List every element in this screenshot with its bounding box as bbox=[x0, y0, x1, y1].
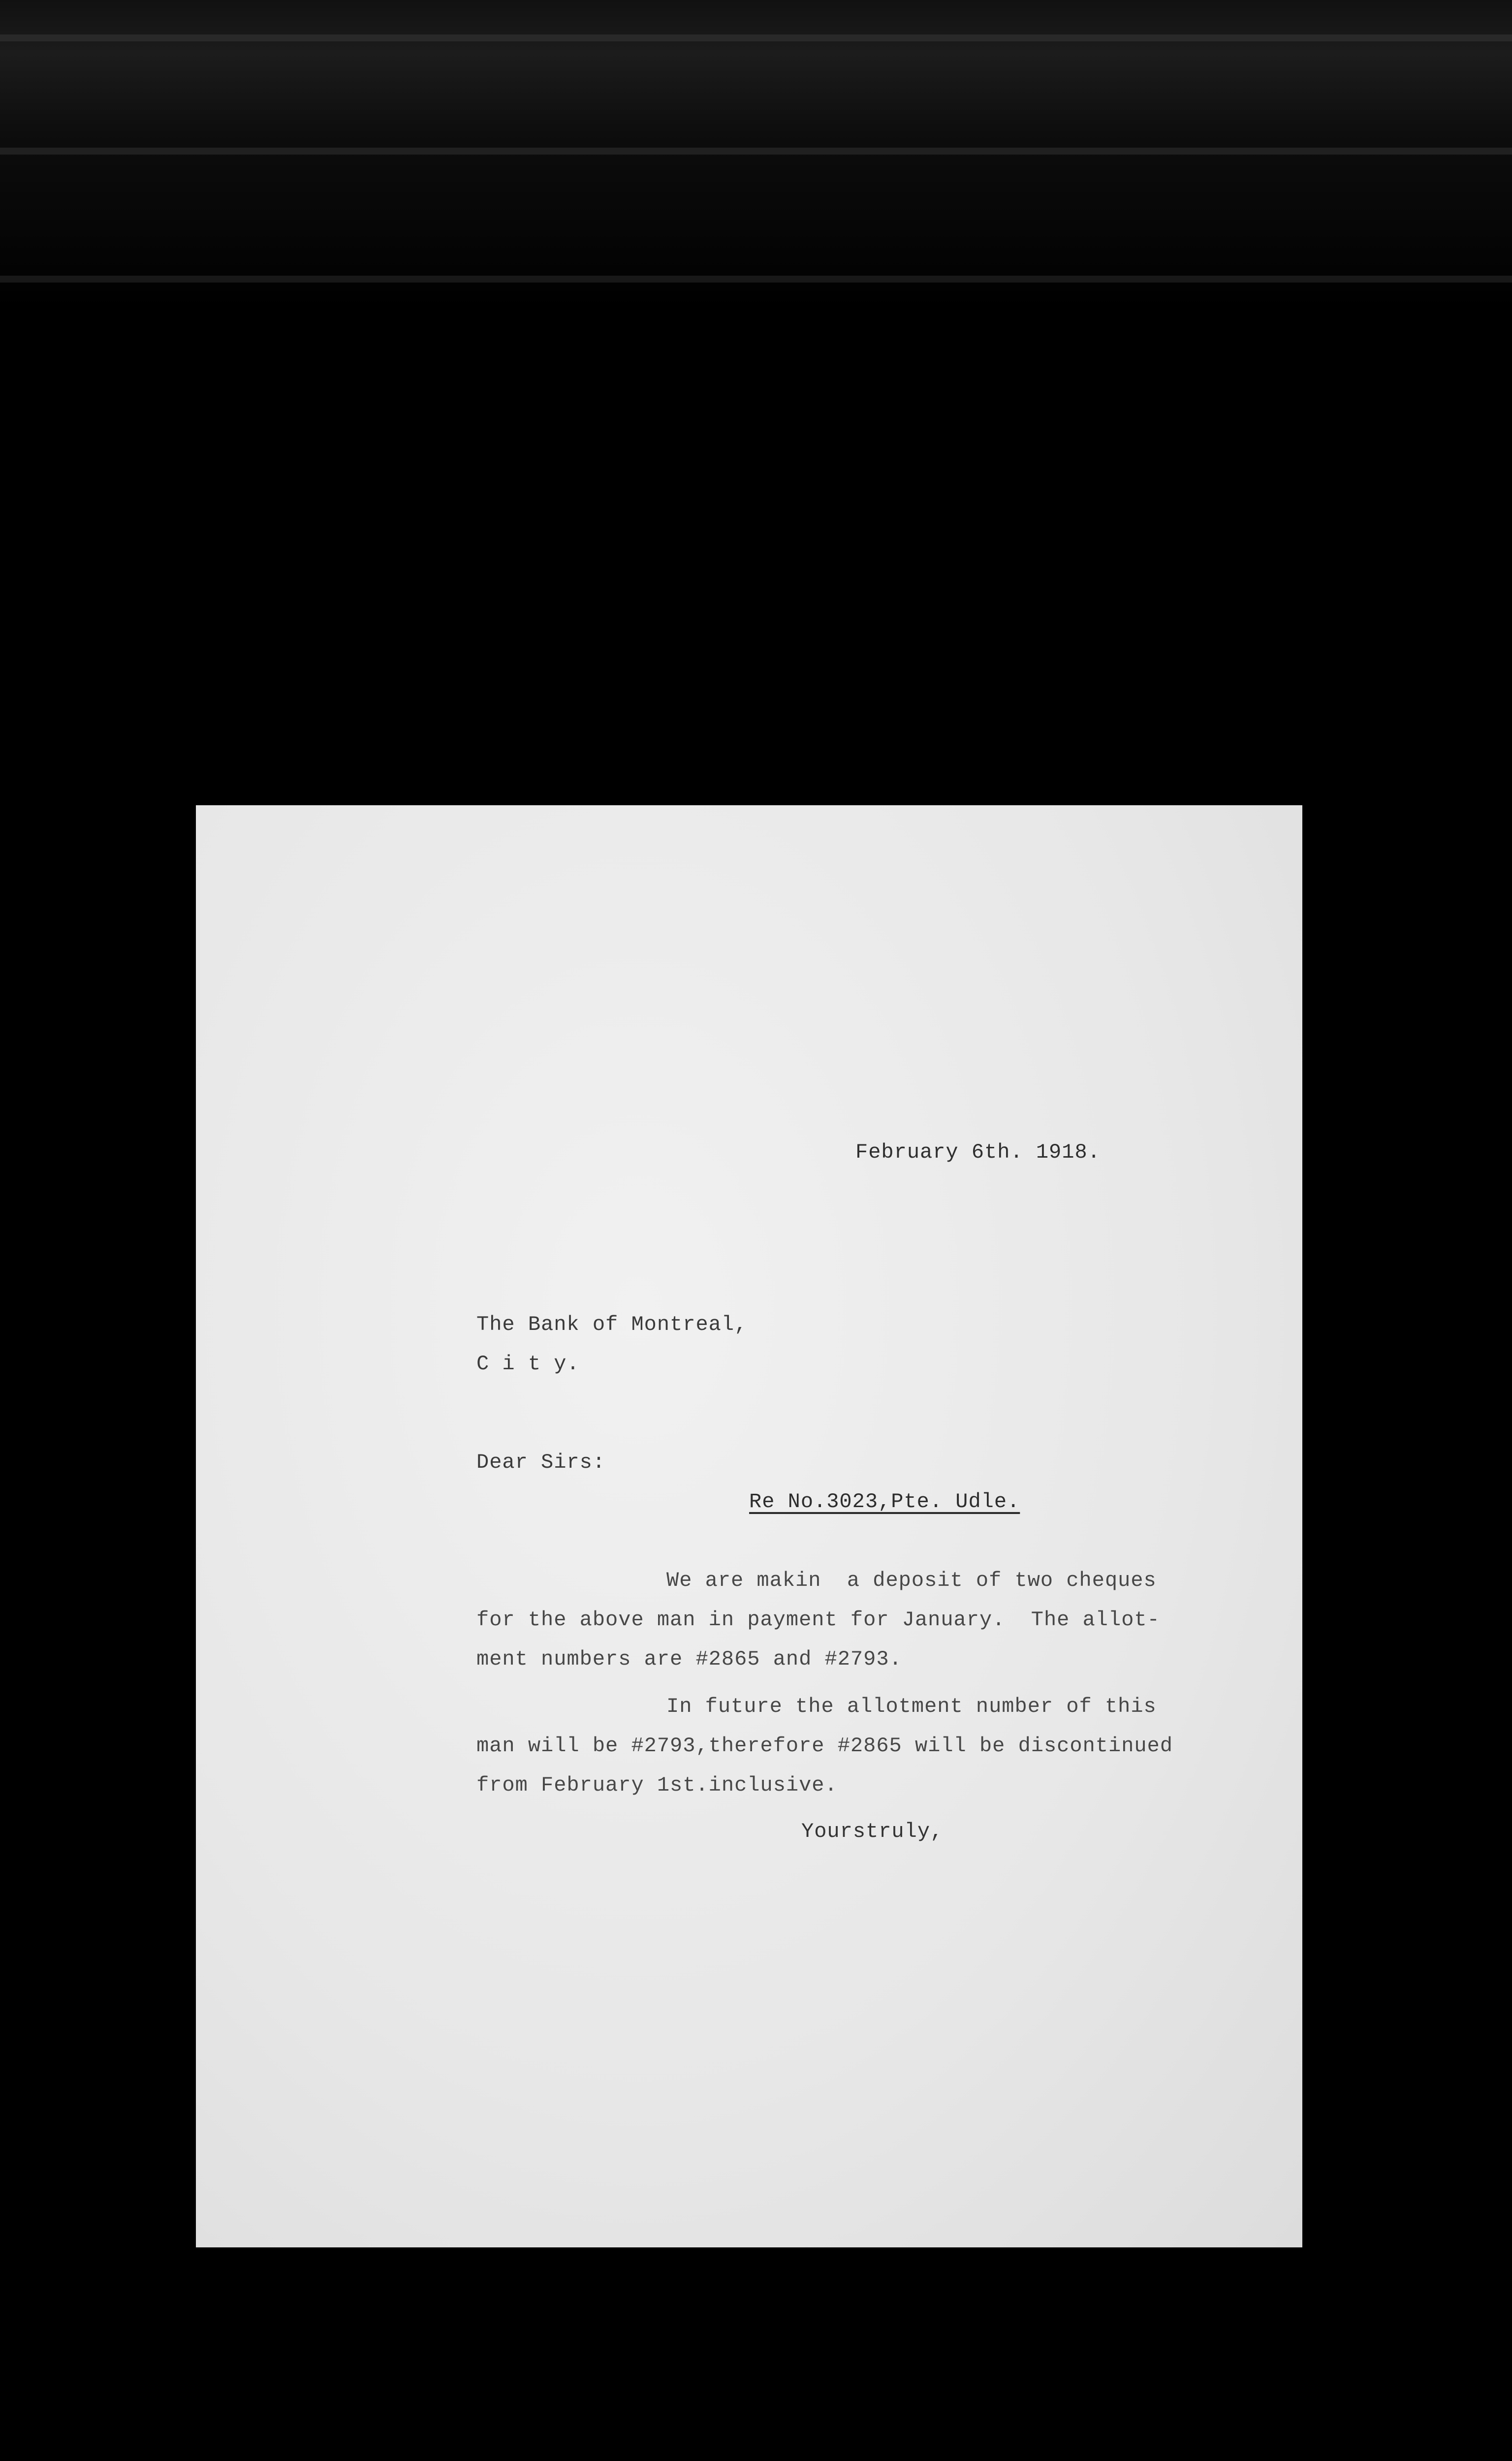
recipient-city: C i t y. bbox=[476, 1352, 580, 1376]
letter-page bbox=[196, 805, 1302, 2247]
subject-line: Re No.3023,Pte. Udle. bbox=[749, 1490, 1020, 1514]
body-line: man will be #2793,therefore #2865 will be discontinued bbox=[476, 1734, 1173, 1758]
body-line: ment numbers are #2865 and #2793. bbox=[476, 1647, 902, 1671]
film-streak bbox=[0, 148, 1512, 155]
body-line: from February 1st.inclusive. bbox=[476, 1773, 838, 1797]
body-line: We are makin a deposit of two cheques bbox=[666, 1569, 1157, 1592]
body-line: In future the allotment number of this bbox=[666, 1695, 1157, 1718]
film-streak bbox=[0, 34, 1512, 41]
letter-date: February 6th. 1918. bbox=[855, 1140, 1101, 1164]
body-line: for the above man in payment for January. The allot- bbox=[476, 1608, 1160, 1632]
film-streak bbox=[0, 276, 1512, 283]
letter-closing: Yourstruly, bbox=[801, 1820, 944, 1843]
salutation: Dear Sirs: bbox=[476, 1451, 606, 1474]
film-header-band bbox=[0, 0, 1512, 443]
recipient-line: The Bank of Montreal, bbox=[476, 1313, 748, 1336]
